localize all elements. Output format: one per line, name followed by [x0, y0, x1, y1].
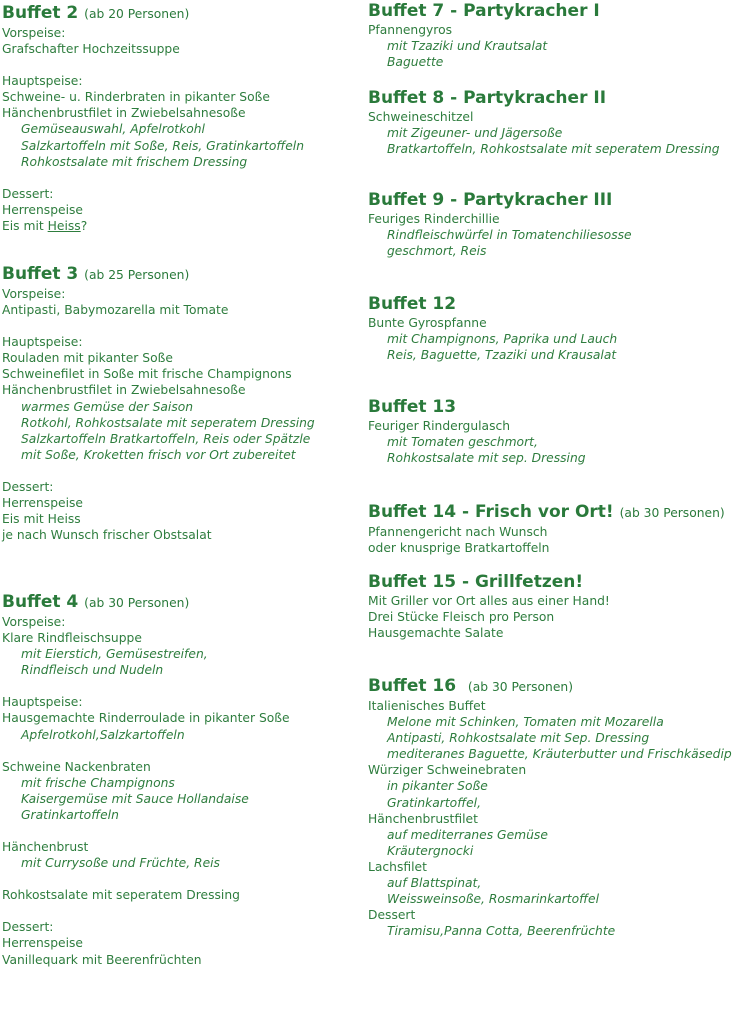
hauptspeise-item: Hänchenbrustfilet in Zwiebelsahnesoße — [2, 383, 246, 398]
hauptspeise-item: Hänchenbrust — [2, 840, 89, 855]
main-item: Bunte Gyrospfanne — [368, 316, 487, 330]
dessert-text: Eis mit — [2, 218, 48, 233]
side-item: Antipasti, Rohkostsalate mit Sep. Dressing — [387, 731, 650, 746]
side-item: mit Tomaten geschmort, — [387, 435, 538, 450]
buffet-7-title: Buffet 7 - Partykracher I — [368, 1, 600, 21]
main-item: Hausgemachte Salate — [368, 626, 504, 641]
dessert-item: Eis mit Heiss — [2, 512, 81, 527]
buffet-14 — [368, 501, 725, 556]
vorspeise-label: Vorspeise: — [2, 287, 66, 301]
side-item: Rohkostsalate mit sep. Dressing — [387, 451, 586, 466]
buffet-2 — [2, 2, 304, 234]
vorspeise-label: Vorspeise: — [2, 26, 66, 40]
buffet-16 — [368, 675, 732, 939]
hauptspeise-item: Hänchenbrustfilet in Zwiebelsahnesoße — [2, 106, 246, 121]
buffet-3-title: Buffet 3 — [2, 264, 79, 284]
main-item: Hänchenbrustfilet — [368, 811, 478, 826]
side-item: Gemüseauswahl, Apfelrotkohl — [21, 122, 205, 137]
dessert-item: Herrenspeise — [2, 936, 83, 951]
buffet-14-title: Buffet 14 - Frisch vor Ort! — [368, 502, 614, 522]
main-item: Mit Griller vor Ort alles aus einer Hand! — [368, 594, 610, 608]
buffet-4-heading — [2, 591, 290, 614]
buffet-15 — [368, 571, 610, 641]
hauptspeise-item: Schweine- u. Rinderbraten in pikanter Soße — [2, 90, 270, 105]
side-item: Kräutergnocki — [387, 843, 474, 858]
buffet-3 — [2, 263, 315, 543]
hauptspeise-item: Hausgemachte Rinderroulade in pikanter Soße — [2, 711, 290, 726]
salad-item: Rohkostsalate mit seperatem Dressing — [2, 888, 240, 903]
buffet-13-title: Buffet 13 — [368, 397, 457, 417]
main-item: oder knusprige Bratkartoffeln — [368, 541, 550, 556]
buffet-14-note: (ab 30 Personen) — [619, 506, 725, 520]
buffet-2-note: (ab 20 Personen) — [84, 7, 190, 21]
side-item: in pikanter Soße — [387, 779, 488, 794]
side-item: Apfelrotkohl,Salzkartoffeln — [21, 727, 185, 742]
side-item: mit Zigeuner- und Jägersoße — [387, 126, 563, 141]
buffet-3-note: (ab 25 Personen) — [84, 268, 190, 282]
buffet-4-note: (ab 30 Personen) — [84, 596, 190, 610]
hauptspeise-item: Rouladen mit pikanter Soße — [2, 351, 173, 366]
buffet-4-title: Buffet 4 — [2, 592, 79, 612]
buffet-13 — [368, 396, 586, 466]
buffet-15-title: Buffet 15 - Grillfetzen! — [368, 572, 584, 592]
side-item: Reis, Baguette, Tzaziki und Krausalat — [387, 348, 617, 363]
main-item: Würziger Schweinebraten — [368, 763, 527, 778]
main-item: Feuriges Rinderchillie — [368, 212, 500, 226]
side-item: mit Champignons, Paprika und Lauch — [387, 332, 618, 347]
hauptspeise-item: Schweine Nackenbraten — [2, 759, 151, 774]
buffet-2-title: Buffet 2 — [2, 3, 79, 23]
buffet-12-title: Buffet 12 — [368, 294, 457, 314]
buffet-8-title: Buffet 8 - Partykracher II — [368, 88, 607, 108]
dessert-item — [2, 218, 304, 234]
side-item: Tiramisu,Panna Cotta, Beerenfrüchte — [387, 924, 616, 939]
buffet-12 — [368, 293, 617, 363]
dessert-label: Dessert: — [2, 920, 54, 935]
side-item: mit Soße, Kroketten frisch vor Ort zubereitet — [21, 447, 296, 462]
side-item: Gratinkartoffeln — [21, 807, 119, 822]
side-item: mit Eierstich, Gemüsestreifen, — [21, 647, 208, 662]
vorspeise-label: Vorspeise: — [2, 615, 66, 629]
dessert-item: Herrenspeise — [2, 202, 83, 217]
buffet-3-heading — [2, 263, 315, 286]
vorspeise-item: Grafschafter Hochzeitssuppe — [2, 42, 180, 57]
heiss-link[interactable]: Heiss — [47, 218, 81, 233]
buffet-8 — [368, 87, 720, 157]
side-item: geschmort, Reis — [387, 244, 487, 259]
side-item: Rindfleischwürfel in Tomatenchiliesosse — [387, 228, 632, 243]
side-item: mediteranes Baguette, Kräuterbutter und Frischkäsedip — [387, 747, 732, 762]
side-item: warmes Gemüse der Saison — [21, 399, 194, 414]
main-item: Pfannengyros — [368, 23, 453, 37]
main-item: Italienisches Buffet — [368, 699, 486, 713]
buffet-2-heading — [2, 2, 304, 25]
side-item: Rotkohl, Rohkostsalate mit seperatem Dressing — [21, 415, 315, 430]
buffet-16-heading — [368, 675, 732, 698]
main-item: Lachsfilet — [368, 859, 427, 874]
dessert-label: Dessert: — [2, 479, 54, 494]
side-item: Weissweinsoße, Rosmarinkartoffel — [387, 892, 600, 907]
side-item: mit Tzaziki und Krautsalat — [387, 39, 548, 54]
side-item: mit frische Champignons — [21, 775, 175, 790]
hauptspeise-label: Hauptspeise: — [2, 74, 83, 89]
hauptspeise-label: Hauptspeise: — [2, 695, 83, 710]
main-item: Schweineschitzel — [368, 110, 474, 124]
side-item: Salzkartoffeln Bratkartoffeln, Reis oder Spätzle — [21, 431, 311, 446]
side-item: Baguette — [387, 55, 444, 70]
side-item: Rohkostsalate mit frischem Dressing — [21, 154, 248, 169]
side-item: auf Blattspinat, — [387, 876, 482, 891]
buffet-16-title: Buffet 16 — [368, 676, 457, 696]
main-item: Pfannengericht nach Wunsch — [368, 525, 548, 539]
side-item: Melone mit Schinken, Tomaten mit Mozarella — [387, 715, 664, 730]
main-item: Drei Stücke Fleisch pro Person — [368, 610, 555, 625]
hauptspeise-item: Schweinefilet in Soße mit frische Champignons — [2, 367, 292, 382]
vorspeise-item: Klare Rindfleischsuppe — [2, 631, 142, 646]
buffet-9-title: Buffet 9 - Partykracher III — [368, 190, 613, 210]
buffet-16-note: (ab 30 Personen) — [467, 680, 574, 694]
side-item: mit Currysoße und Früchte, Reis — [21, 856, 220, 871]
side-item: Gratinkartoffel, — [387, 795, 481, 810]
buffet-9 — [368, 189, 632, 259]
dessert-text: ? — [80, 218, 88, 233]
main-item: Dessert — [368, 908, 416, 923]
side-item: Bratkartoffeln, Rohkostsalate mit seperatem Dressing — [387, 142, 720, 157]
main-item: Feuriger Rindergulasch — [368, 419, 511, 433]
vorspeise-item: Antipasti, Babymozarella mit Tomate — [2, 303, 229, 318]
side-item: auf mediterranes Gemüse — [387, 827, 548, 842]
buffet-4 — [2, 591, 290, 968]
side-item: Salzkartoffeln mit Soße, Reis, Gratinkartoffeln — [21, 138, 305, 153]
hauptspeise-label: Hauptspeise: — [2, 335, 83, 350]
dessert-item: je nach Wunsch frischer Obstsalat — [2, 528, 212, 543]
side-item: Kaisergemüse mit Sauce Hollandaise — [21, 791, 249, 806]
buffet-7 — [368, 0, 600, 70]
dessert-item: Vanillequark mit Beerenfrüchten — [2, 952, 202, 967]
buffet-14-heading — [368, 501, 725, 524]
side-item: Rindfleisch und Nudeln — [21, 663, 164, 678]
dessert-item: Herrenspeise — [2, 496, 83, 511]
dessert-label: Dessert: — [2, 186, 54, 201]
